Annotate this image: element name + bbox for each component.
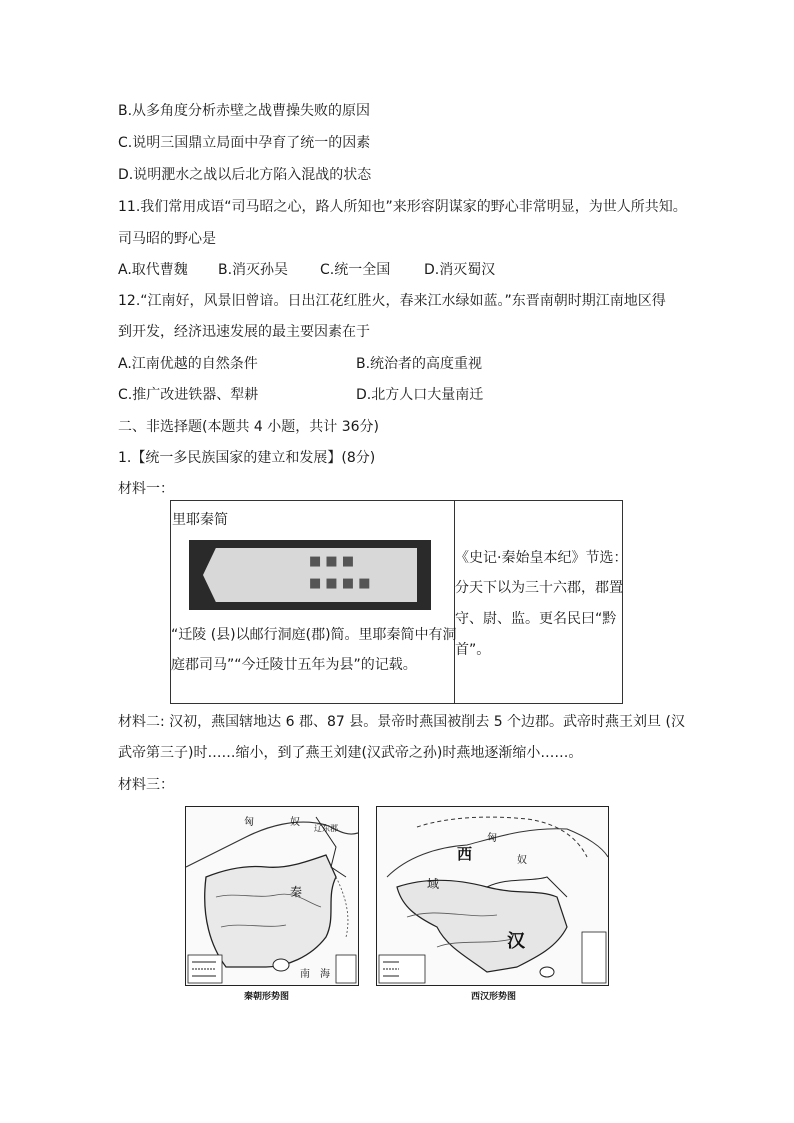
q12-option-a: A.江南优越的自然条件 (118, 356, 258, 372)
q11-option-c: C.统一全国 (320, 262, 391, 278)
q12-option-b: B.统治者的高度重视 (356, 356, 483, 372)
liye-title: 里耶秦简 (172, 512, 228, 528)
bamboo-slip-image: ■ ■ ■ ■ ■ ■ ■ (189, 540, 431, 610)
han-label-xi: 西 (457, 845, 473, 863)
question-1-title: 1.【统一多民族国家的建立和发展】(8分) (118, 450, 376, 466)
liye-text-2: 庭郡司马”“今迁陵廿五年为县”的记载。 (171, 657, 417, 673)
han-label-han: 汉 (507, 931, 525, 952)
section-heading: 二、非选择题(本题共 4 小题，共计 36分) (118, 419, 379, 435)
shiji-text-1: 分天下以为三十六郡，郡置 (455, 580, 623, 596)
shiji-text-2: 守、尉、监。更名民曰“黔 (455, 611, 617, 627)
liye-text-1: “迁陵 (县)以邮行洞庭(郡)简。里耶秦简中有洞 (171, 627, 457, 643)
material-1-label: 材料一： (118, 481, 174, 497)
qin-label-nan: 南 (300, 969, 310, 980)
q11-option-b: B.消灭孙吴 (218, 262, 289, 278)
material-3-label: 材料三： (118, 777, 174, 793)
material-2-line-2: 武帝第三子)时……缩小，到了燕王刘建(汉武帝之孙)时燕地逐渐缩小……。 (118, 745, 583, 761)
shiji-text-3: 首”。 (455, 642, 491, 658)
question-12-cont: 到开发，经济迅速发展的最主要因素在于 (118, 324, 370, 340)
option-c-line: C.说明三国鼎立局面中孕育了统一的因素 (118, 135, 371, 151)
q11-option-d: D.消灭蜀汉 (424, 262, 496, 278)
shiji-title: 《史记·秦始皇本纪》节选： (455, 550, 628, 566)
qin-label-xiong: 匈 (244, 817, 254, 828)
qin-map (185, 806, 359, 986)
q11-option-a: A.取代曹魏 (118, 262, 188, 278)
table-divider (454, 501, 455, 703)
question-11: 11.我们常用成语“司马昭之心，路人所知也”来形容阴谋家的野心非常明显，为世人所共知。 (118, 199, 687, 215)
q12-option-d: D.北方人口大量南迁 (356, 387, 484, 403)
material-2-line-1: 材料二: 汉初，燕国辖地达 6 郡、87 县。景帝时燕国被削去 5 个边郡。武帝时燕王刘旦 (汉 (118, 714, 685, 730)
han-label-yu: 域 (427, 877, 440, 891)
question-11-cont: 司马昭的野心是 (118, 231, 216, 247)
option-d-line: D.说明淝水之战以后北方陷入混战的状态 (118, 167, 372, 183)
option-b-line: B.从多角度分析赤壁之战曹操失败的原因 (118, 103, 371, 119)
qin-label-qin: 秦 (290, 885, 303, 899)
qin-label-liaodong: 辽东郡 (314, 824, 338, 833)
han-map (376, 806, 609, 986)
qin-label-hai: 海 (320, 969, 330, 980)
han-label-nu: 奴 (517, 855, 527, 866)
q12-option-c: C.推广改进铁器、犁耕 (118, 387, 259, 403)
qin-map-caption: 秦朝形势图 (244, 992, 290, 1002)
qin-label-nu: 奴 (290, 817, 300, 828)
han-map-caption: 西汉形势图 (471, 992, 517, 1002)
han-label-xiong: 匈 (487, 833, 497, 844)
question-12: 12.“江南好，风景旧曾谙。日出江花红胜火，春来江水绿如蓝。”东晋南朝时期江南地区得 (118, 293, 666, 309)
